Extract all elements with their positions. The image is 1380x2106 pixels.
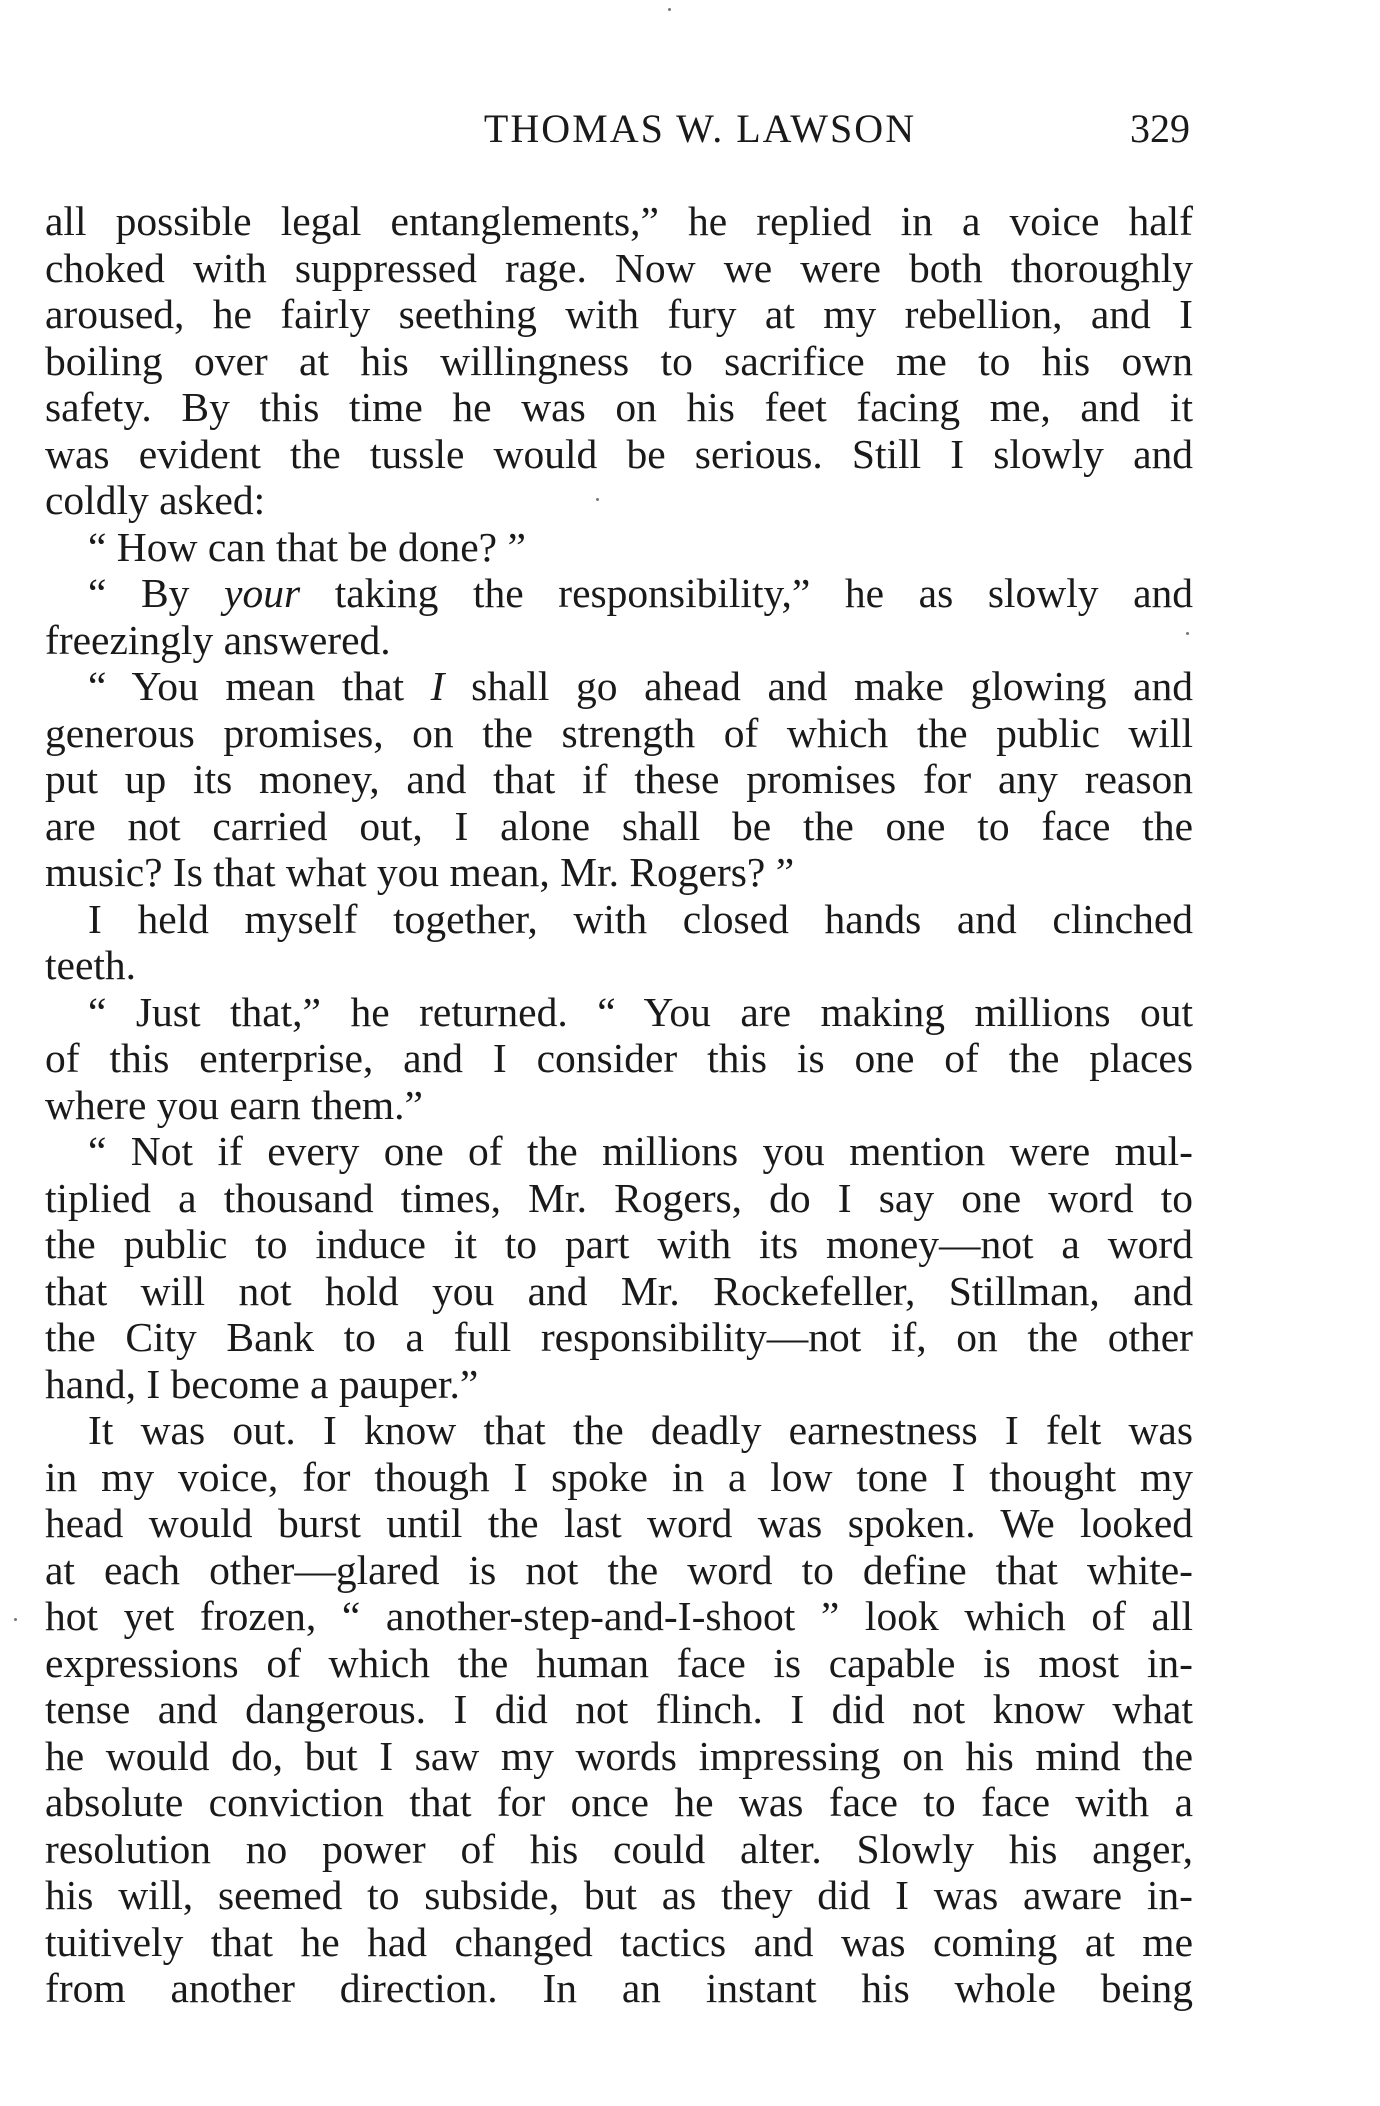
text-line bbox=[45, 570, 1193, 617]
text-line: at each other—glared is not the word to define that white- bbox=[45, 1546, 1193, 1593]
text-line: choked with suppressed rage. Now we were both thoroughly bbox=[45, 244, 1193, 291]
text-line: head would burst until the last word was spoken. We looked bbox=[45, 1500, 1193, 1546]
text-line: aroused, he fairly seething with fury at my rebellion, and I bbox=[45, 291, 1193, 337]
body-text bbox=[45, 198, 1193, 2012]
italic-emphasis: I bbox=[430, 663, 445, 709]
text-line: tuitively that he had changed tactics and was coming at me bbox=[45, 1918, 1193, 1965]
print-speck bbox=[1186, 632, 1189, 635]
text-line: of this enterprise, and I consider this is one of the places bbox=[45, 1035, 1193, 1081]
italic-emphasis: your bbox=[224, 570, 301, 616]
text-line: from another direction. In an instant his whole being bbox=[45, 1965, 1193, 2011]
text-line: resolution no power of his could alter. Slowly his anger, bbox=[45, 1825, 1193, 1872]
print-speck bbox=[596, 498, 599, 501]
text-line: he would do, but I saw my words impressing on his mind the bbox=[45, 1732, 1193, 1779]
text-line: It was out. I know that the deadly earnestness I felt was bbox=[88, 1407, 1193, 1453]
text-line: coldly asked: bbox=[45, 477, 266, 523]
text-run: shall go ahead and make glowing and bbox=[444, 663, 1193, 709]
text-line: boiling over at his willingness to sacrifice me to his own bbox=[45, 337, 1193, 384]
text-line: hot yet frozen, “ another-step-and-I-shoot ” look which of all bbox=[45, 1593, 1193, 1639]
text-line: are not carried out, I alone shall be the one to face the bbox=[45, 802, 1193, 849]
text-line: “ How can that be done? ” bbox=[88, 523, 526, 570]
text-line: teeth. bbox=[45, 942, 137, 988]
text-line: freezingly answered. bbox=[45, 616, 391, 663]
text-line bbox=[45, 663, 1193, 710]
text-line: generous promises, on the strength of which the public will bbox=[45, 709, 1193, 756]
text-line: the City Bank to a full responsibility—not if, on the other bbox=[45, 1314, 1193, 1360]
text-line: music? Is that what you mean, Mr. Rogers? ” bbox=[45, 849, 795, 895]
running-title: THOMAS W. LAWSON bbox=[483, 106, 917, 151]
text-line: put up its money, and that if these promises for any reason bbox=[45, 756, 1193, 802]
text-line: expressions of which the human face is capable is most in- bbox=[45, 1639, 1193, 1686]
text-line: that will not hold you and Mr. Rockefeller, Stillman, and bbox=[45, 1267, 1193, 1314]
text-line: where you earn them.” bbox=[45, 1081, 423, 1128]
text-line: hand, I become a pauper.” bbox=[45, 1360, 479, 1407]
text-line: “ Not if every one of the millions you mention were mul- bbox=[88, 1128, 1193, 1174]
text-line: tiplied a thousand times, Mr. Rogers, do I say one word to bbox=[45, 1174, 1193, 1221]
text-line: his will, seemed to subside, but as they did I was aware in- bbox=[45, 1872, 1193, 1918]
running-header bbox=[0, 105, 1380, 153]
text-line: in my voice, for though I spoke in a low tone I thought my bbox=[45, 1453, 1193, 1500]
text-line: I held myself together, with closed hands and clinched bbox=[88, 895, 1193, 942]
text-line: tense and dangerous. I did not flinch. I did not know what bbox=[45, 1686, 1193, 1732]
text-run: “ By bbox=[88, 570, 225, 616]
text-line: “ Just that,” he returned. “ You are making millions out bbox=[88, 988, 1193, 1035]
text-line: absolute conviction that for once he was face to face with a bbox=[45, 1779, 1193, 1825]
text-run: taking the responsibility,” he as slowly and bbox=[300, 570, 1194, 616]
text-line: safety. By this time he was on his feet facing me, and it bbox=[45, 384, 1193, 430]
text-line: was evident the tussle would be serious. Still I slowly and bbox=[45, 430, 1193, 477]
print-speck bbox=[14, 1618, 17, 1621]
text-run: “ You mean that bbox=[88, 663, 431, 709]
print-speck bbox=[668, 8, 671, 11]
page-number: 329 bbox=[1130, 106, 1190, 151]
text-line: all possible legal entanglements,” he replied in a voice half bbox=[45, 198, 1193, 244]
text-line: the public to induce it to part with its money—not a word bbox=[45, 1221, 1193, 1267]
